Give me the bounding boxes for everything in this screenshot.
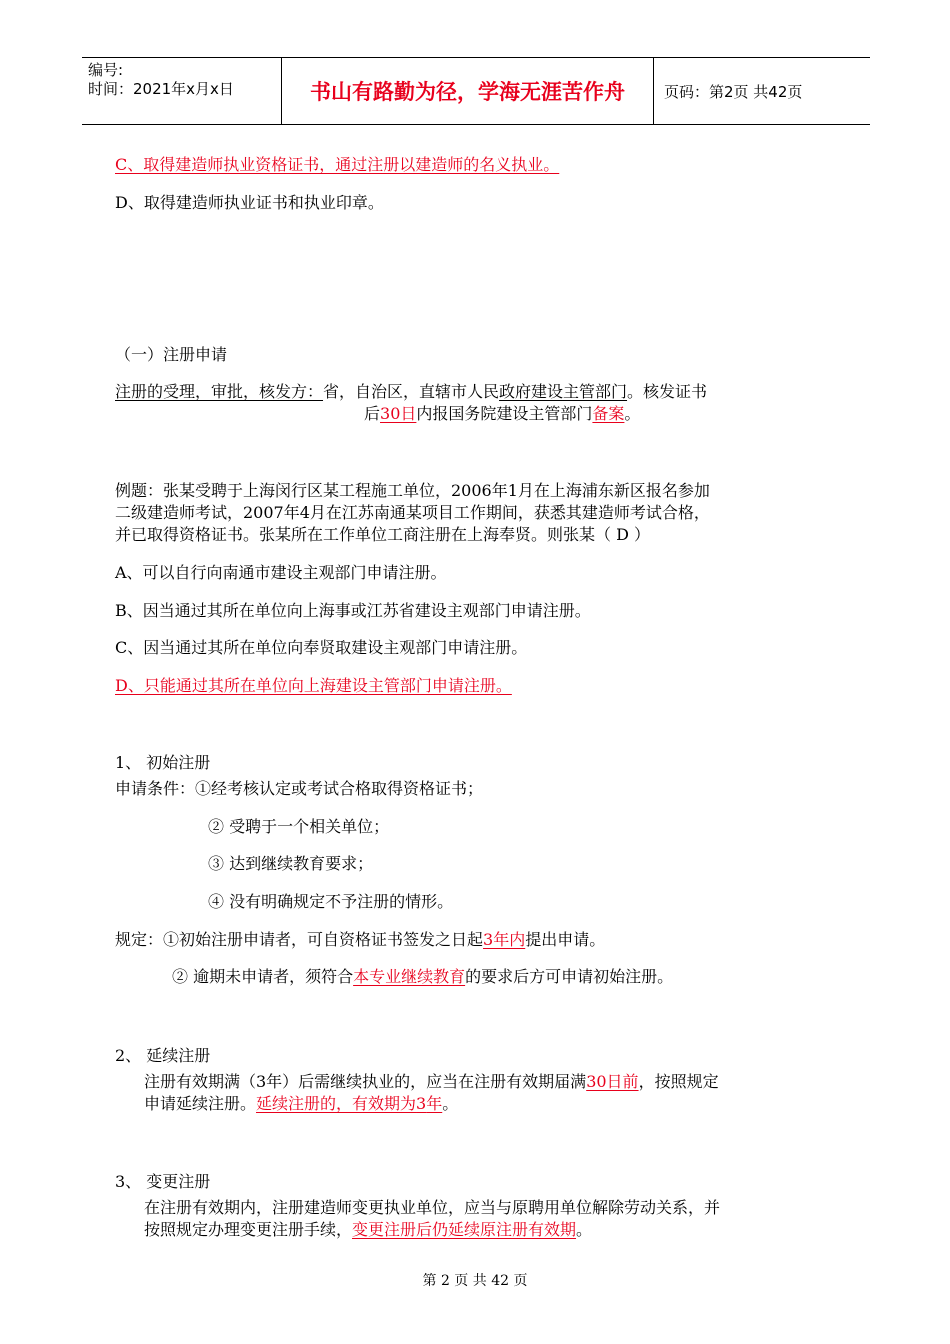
s1-rule-b: 3年内 bbox=[483, 930, 526, 949]
example-line-2: 二级建造师考试，2007年4月在江苏南通某项目工作期间，获悉其建造师考试合格， bbox=[115, 503, 710, 522]
section-3-line-2 bbox=[144, 1219, 592, 1241]
registration-text-c: 。核发证书 bbox=[627, 382, 708, 401]
header-time-label: 时间：2021年x月x日 bbox=[88, 80, 234, 98]
example-line-3: 并已取得资格证书。张某所在工作单位工商注册在上海奉贤。则张某（ D ） bbox=[115, 525, 651, 544]
example-option-b: B、因当通过其所在单位向上海事或江苏省建设主观部门申请注册。 bbox=[115, 601, 591, 620]
section-1-condition: 申请条件：①经考核认定或考试合格取得资格证书； bbox=[115, 779, 484, 798]
section-1-condition-3: ③ 达到继续教育要求； bbox=[208, 854, 374, 873]
registration-line-2 bbox=[364, 403, 640, 425]
reg2-d: 备案 bbox=[592, 404, 625, 423]
registration-label: 注册的受理，审批，核发方： bbox=[115, 382, 324, 401]
s2-l2-d: 年 bbox=[426, 1094, 443, 1113]
section-3-title: 3、 变更注册 bbox=[115, 1172, 211, 1191]
header-motto: 书山有路勤为径，学海无涯苦作舟 bbox=[282, 58, 654, 124]
s2-l2-c: 3 bbox=[416, 1094, 427, 1113]
header-page-info: 页码：第2页 共42页 bbox=[664, 82, 803, 101]
section-1-rule-2 bbox=[172, 966, 673, 988]
s2-l2-e: 。 bbox=[442, 1094, 459, 1113]
s3-l2-c: 。 bbox=[576, 1220, 593, 1239]
registration-text-a: 省，自治区，直辖市人民 bbox=[323, 382, 500, 401]
header-number-label: 编号: bbox=[88, 61, 124, 79]
page-footer: 第 2 页 共 42 页 bbox=[422, 1273, 528, 1289]
s3-l2-b: 变更注册后仍延续原注册有效期 bbox=[352, 1220, 577, 1239]
header-meta bbox=[82, 58, 282, 124]
example-option-c: C、因当通过其所在单位向奉贤取建设主观部门申请注册。 bbox=[115, 638, 528, 657]
reg2-a: 后 bbox=[364, 404, 381, 423]
s2-l1-c: ，按照规定 bbox=[638, 1072, 719, 1091]
s2-l2-b: 延续注册的，有效期为 bbox=[256, 1094, 417, 1113]
section-2-title: 2、 延续注册 bbox=[115, 1046, 211, 1065]
s1-rule2-a: ② 逾期未申请者，须符合 bbox=[172, 967, 354, 986]
section-2-line-1 bbox=[144, 1071, 719, 1093]
section-1-condition-4: ④ 没有明确规定不予注册的情形。 bbox=[208, 892, 454, 911]
section-1-condition-2: ② 受聘于一个相关单位； bbox=[208, 817, 390, 836]
s1-rule-a: 规定：①初始注册申请者，可自资格证书签发之日起 bbox=[115, 930, 484, 949]
registration-line-1 bbox=[115, 381, 707, 403]
registration-text-b: 政府建设主管部门 bbox=[499, 382, 628, 401]
section-1-rule-1 bbox=[115, 929, 605, 951]
reg2-b: 30日 bbox=[380, 404, 417, 423]
option-d-top: D、取得建造师执业证书和执业印章。 bbox=[115, 193, 384, 212]
option-c-top: C、取得建造师执业资格证书，通过注册以建造师的名义执业。 bbox=[115, 155, 560, 174]
s2-l1-a: 注册有效期满（3年）后需继续执业的，应当在注册有效期届满 bbox=[144, 1072, 587, 1091]
example-option-d: D、只能通过其所在单位向上海建设主管部门申请注册。 bbox=[115, 676, 512, 695]
s1-rule2-c: 的要求后方可申请初始注册。 bbox=[465, 967, 674, 986]
s2-l2-a: 申请延续注册。 bbox=[144, 1094, 257, 1113]
section-1-title: 1、 初始注册 bbox=[115, 753, 211, 772]
s1-rule-c: 提出申请。 bbox=[525, 930, 606, 949]
reg2-e: 。 bbox=[624, 404, 641, 423]
document-header bbox=[82, 57, 870, 125]
s2-l1-b: 30日前 bbox=[586, 1072, 639, 1091]
example-line-1: 例题：张某受聘于上海闵行区某工程施工单位，2006年1月在上海浦东新区报名参加 bbox=[115, 481, 710, 500]
section-3-line-1: 在注册有效期内，注册建造师变更执业单位，应当与原聘用单位解除劳动关系，并 bbox=[144, 1198, 721, 1217]
example-option-a: A、可以自行向南通市建设主观部门申请注册。 bbox=[115, 563, 447, 582]
s1-rule2-b: 本专业继续教育 bbox=[353, 967, 466, 986]
reg2-c: 内报国务院建设主管部门 bbox=[416, 404, 593, 423]
section-2-line-2 bbox=[144, 1093, 458, 1115]
s3-l2-a: 按照规定办理变更注册手续， bbox=[144, 1220, 353, 1239]
section-title: （一）注册申请 bbox=[115, 345, 228, 364]
